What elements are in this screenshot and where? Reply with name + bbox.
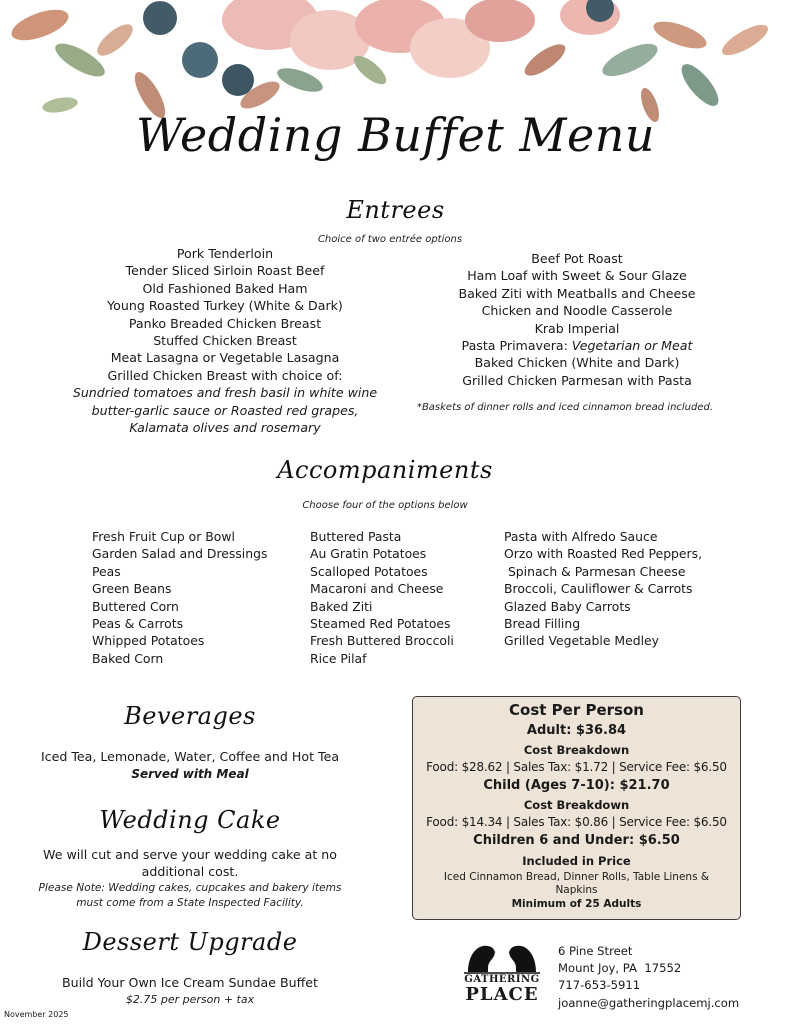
date-footer: November 2025	[4, 1010, 69, 1019]
contact-info	[558, 943, 739, 1012]
list-item: Grilled Chicken Breast with choice of:	[107, 367, 343, 383]
child-breakdown-label: Cost Breakdown	[523, 798, 630, 812]
address-line1: 6 Pine Street	[558, 944, 633, 958]
pasta-label: Pasta Primavera:	[461, 338, 572, 354]
beverages-heading: Beverages	[124, 702, 256, 730]
list-item: Glazed Baby Carrots	[504, 598, 631, 614]
list-item: Grilled Vegetable Medley	[504, 633, 659, 649]
list-item: Peas	[92, 563, 121, 579]
entrees-heading: Entrees	[346, 196, 445, 224]
list-item	[412, 337, 742, 354]
dessert-price: $2.75 per person + tax	[125, 993, 255, 1006]
under6-price: Children 6 and Under: $6.50	[473, 833, 680, 848]
accompaniments-col-1	[92, 528, 267, 667]
list-item: Baked Corn	[92, 650, 164, 666]
list-item: Orzo with Roasted Red Peppers,	[504, 546, 703, 562]
list-item: Steamed Red Potatoes	[310, 616, 451, 632]
list-item: Meat Lasagna or Vegetable Lasagna	[110, 350, 340, 366]
adult-breakdown: Food: $28.62 | Sales Tax: $1.72 | Service Fee: $6.50	[426, 760, 727, 774]
list-item: Peas & Carrots	[92, 616, 184, 632]
list-item: Baked Ziti	[310, 598, 373, 614]
cake-line2: additional cost.	[141, 864, 239, 879]
email-link[interactable]: joanne@gatheringplacemj.com	[558, 995, 740, 1010]
list-item: Panko Breaded Chicken Breast	[128, 315, 322, 331]
logo-text-top: GATHERING	[464, 974, 540, 985]
list-item: Grilled Chicken Parmesan with Pasta	[462, 372, 692, 388]
child-breakdown: Food: $14.34 | Sales Tax: $0.86 | Service Fee: $6.50	[426, 815, 727, 829]
included-line1: Iced Cinnamon Bread, Dinner Rolls, Table Linens &	[443, 871, 710, 883]
list-item: Buttered Corn	[92, 598, 179, 614]
cost-title: Cost Per Person	[509, 701, 644, 719]
included-line2: Napkins	[555, 884, 598, 896]
list-item: Pork Tenderloin	[176, 246, 274, 261]
list-item: Fresh Buttered Broccoli	[310, 633, 454, 649]
cake-line1: We will cut and serve your wedding cake at no	[43, 847, 337, 862]
entrees-left-list	[62, 245, 388, 436]
list-item: Spinach & Parmesan Cheese	[504, 563, 686, 579]
list-item: Young Roasted Turkey (White & Dark)	[107, 298, 343, 314]
pasta-option: Vegetarian or Meat	[571, 338, 693, 354]
gathering-place-logo	[462, 940, 542, 1006]
phone-number[interactable]: 717-653-5911	[558, 978, 641, 993]
cake-heading: Wedding Cake	[99, 806, 281, 834]
adult-breakdown-label: Cost Breakdown	[523, 743, 630, 757]
beverages-served: Served with Meal	[131, 767, 249, 781]
list-item: Stuffed Chicken Breast	[153, 333, 297, 349]
address-line2: Mount Joy, PA 17552	[558, 961, 682, 976]
accompaniments-subtitle: Choose four of the options below	[302, 500, 468, 511]
floral-header-decoration	[0, 0, 791, 125]
included-label: Included in Price	[522, 854, 631, 868]
list-item: Old Fashioned Baked Ham	[142, 280, 308, 296]
list-item: Baked Ziti with Meatballs and Cheese	[458, 285, 696, 301]
geese-logo-icon	[462, 940, 542, 974]
cake-note-line2: must come from a State Inspected Facility.	[76, 897, 304, 909]
list-item: Tender Sliced Sirloin Roast Beef	[125, 263, 325, 279]
accompaniments-col-3	[504, 528, 702, 650]
cake-note-line1: Please Note: Wedding cakes, cupcakes and bakery items	[38, 882, 342, 894]
accompaniments-col-2	[310, 528, 454, 667]
accompaniments-heading: Accompaniments	[277, 456, 493, 484]
list-item: Scalloped Potatoes	[310, 563, 428, 579]
list-item: Au Gratin Potatoes	[310, 546, 427, 562]
list-item: Chicken and Noodle Casserole	[481, 303, 673, 319]
cost-per-person-box	[412, 696, 741, 920]
list-item: Baked Chicken (White and Dark)	[474, 355, 680, 371]
adult-price: Adult: $36.84	[526, 723, 627, 738]
entrees-note: *Baskets of dinner rolls and iced cinnamon bread included.	[416, 402, 714, 413]
list-item: Fresh Fruit Cup or Bowl	[92, 529, 235, 544]
list-item: Beef Pot Roast	[531, 251, 623, 266]
dessert-text: Build Your Own Ice Cream Sundae Buffet	[62, 975, 318, 990]
list-item: Whipped Potatoes	[92, 633, 205, 649]
list-item: Broccoli, Cauliflower & Carrots	[504, 581, 693, 597]
list-item: Kalamata olives and rosemary	[129, 420, 321, 436]
list-item: butter-garlic sauce or Roasted red grapes,	[91, 402, 359, 418]
entrees-subtitle: Choice of two entrée options	[317, 234, 463, 245]
list-item: Green Beans	[92, 581, 172, 597]
list-item: Macaroni and Cheese	[310, 581, 444, 597]
list-item: Ham Loaf with Sweet & Sour Glaze	[467, 268, 687, 284]
list-item: Krab Imperial	[534, 320, 620, 336]
list-item: Garden Salad and Dressings	[92, 546, 268, 562]
page-title: Wedding Buffet Menu	[136, 108, 655, 162]
list-item: Sundried tomatoes and fresh basil in white wine	[72, 385, 378, 401]
child-price: Child (Ages 7-10): $21.70	[483, 778, 670, 793]
list-item: Bread Filling	[504, 616, 581, 632]
list-item: Rice Pilaf	[310, 650, 367, 666]
list-item: Pasta with Alfredo Sauce	[504, 529, 658, 544]
beverages-text: Iced Tea, Lemonade, Water, Coffee and Hot Tea	[40, 749, 340, 764]
entrees-right-list	[412, 250, 742, 389]
minimum-adults: Minimum of 25 Adults	[511, 898, 642, 910]
dessert-heading: Dessert Upgrade	[82, 928, 298, 956]
logo-text-bottom: PLACE	[465, 984, 539, 1005]
list-item: Buttered Pasta	[310, 529, 402, 544]
